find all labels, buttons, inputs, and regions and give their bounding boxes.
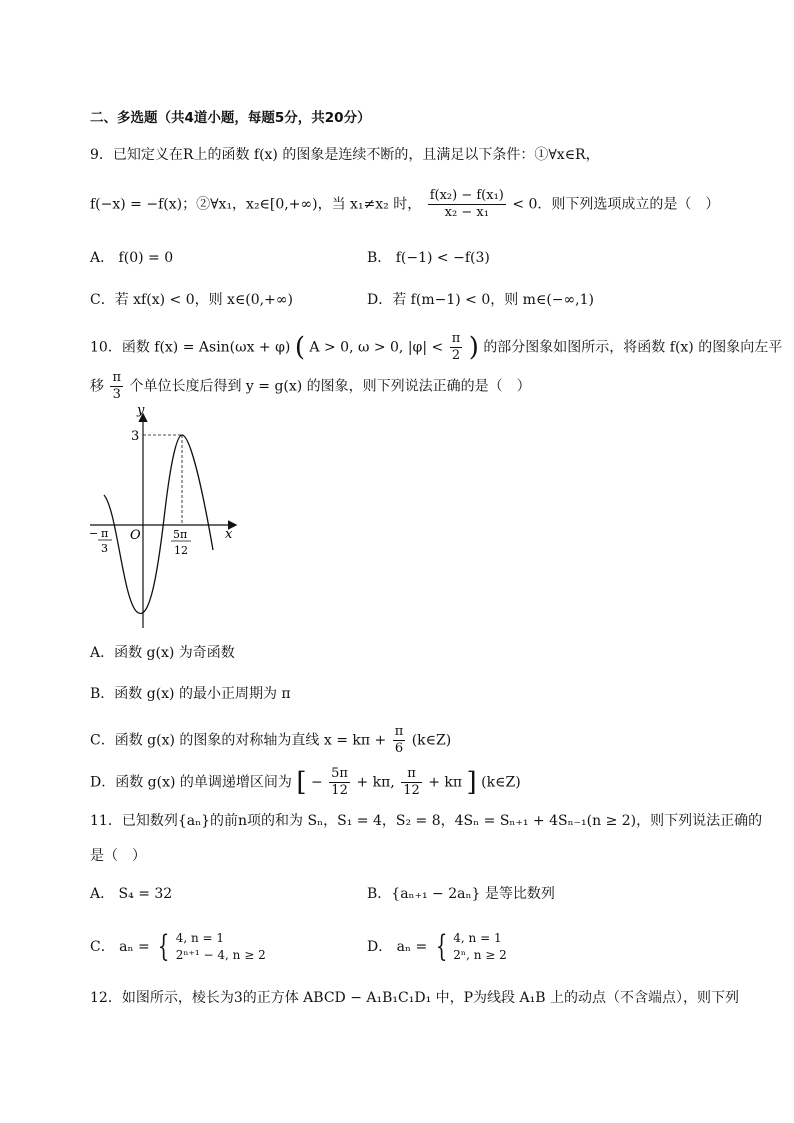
- interval-middle: + kπ,: [356, 774, 395, 791]
- case-2: 2ⁿ⁺¹ − 4, n ≥ 2: [175, 948, 266, 962]
- q10-graph: [85, 400, 245, 630]
- q11-option-b[interactable]: B．{aₙ₊₁ − 2aₙ} 是等比数列: [367, 886, 555, 902]
- fraction-numerator: 5π: [331, 766, 348, 781]
- q10-conditions: A > 0, ω > 0, |φ| <: [309, 339, 444, 356]
- q10-function: 10．函数 f(x) = Asin(ωx + φ): [90, 339, 291, 356]
- right-paren: ): [468, 332, 479, 363]
- q11-option-d-label: D． aₙ =: [367, 939, 428, 955]
- left-tick-denominator: 3: [101, 542, 108, 555]
- q9-option-d[interactable]: D．若 f(m−1) < 0，则 m∈(−∞,1): [367, 292, 594, 308]
- piecewise-cases: [453, 930, 507, 964]
- right-bracket: ]: [466, 767, 477, 798]
- case-1: 4, n = 1: [453, 931, 502, 945]
- q11-option-c-label: C． aₙ =: [90, 939, 150, 955]
- q11-option-d[interactable]: [367, 930, 507, 964]
- q10-shift-tail: 个单位长度后得到 y = g(x) 的图象，则下列说法正确的是（ ）: [129, 378, 531, 395]
- q10-option-c[interactable]: [90, 724, 451, 757]
- fraction-denominator: 6: [394, 741, 404, 756]
- minus-sign: −: [310, 774, 323, 791]
- q9-condition: f(−x) = −f(x)；②∀x₁，x₂∈[0,+∞)，当 x₁≠x₂ 时，: [90, 196, 422, 213]
- fraction-denominator: 3: [112, 387, 121, 402]
- q9-stem-line1: 9．已知定义在R上的函数 f(x) 的图象是连续不断的，且满足以下条件：①∀x∈R，: [90, 147, 600, 163]
- max-value-label: 3: [131, 429, 140, 444]
- q11-stem-line1: 11．已知数列{aₙ}的前n项的和为 Sₙ，S₁ = 4，S₂ = 8，4Sₙ = Sₙ₊₁ + 4Sₙ₋₁(n ≥ 2)，则下列说法正确的: [90, 813, 763, 829]
- pi-over-6-fraction: [393, 724, 406, 757]
- 5pi-over-12-fraction: [329, 766, 350, 799]
- left-brace: {: [435, 929, 447, 964]
- q10-option-d[interactable]: [90, 766, 521, 799]
- sine-curve: [104, 435, 213, 613]
- pi-over-3-fraction: [110, 370, 123, 403]
- q9-fraction-numerator: f(x₂) − f(x₁): [429, 188, 504, 203]
- case-2: 2ⁿ, n ≥ 2: [453, 948, 507, 962]
- pi-over-2-fraction: [450, 331, 463, 364]
- right-tick-denominator: 12: [174, 544, 188, 557]
- case-1: 4, n = 1: [175, 931, 225, 945]
- q10-shift-prefix: 移: [90, 378, 104, 395]
- q9-fraction-denominator: x₂ − x₁: [444, 205, 489, 220]
- q9-option-c[interactable]: C．若 xf(x) < 0，则 x∈(0,+∞): [90, 292, 293, 308]
- q11-stem-line2: 是（ ）: [90, 848, 146, 864]
- left-bracket: [: [296, 767, 307, 798]
- q10-stem-line2: [90, 370, 531, 403]
- origin-label: O: [130, 528, 141, 543]
- q9-option-b[interactable]: B． f(−1) < −f(3): [367, 250, 490, 266]
- section-title: 二、多选题（共4道小题，每题5分，共20分）: [90, 110, 371, 126]
- piecewise-cases: [176, 930, 266, 964]
- right-tick-numerator: 5π: [173, 528, 188, 541]
- interval-end: + kπ: [428, 774, 463, 791]
- fraction-denominator: 12: [403, 783, 420, 798]
- left-paren: (: [294, 332, 305, 363]
- q10-option-d-text: D．函数 g(x) 的单调递增区间为: [90, 774, 292, 791]
- q12-stem-line1: 12．如图所示，棱长为3的正方体 ABCD − A₁B₁C₁D₁ 中，P为线段 A₁B 上的动点（不含端点），则下列: [90, 990, 739, 1006]
- q10-stem-tail: 的部分图象如图所示，将函数 f(x) 的图象向左平: [483, 339, 783, 356]
- q10-option-d-tail: (k∈Z): [481, 774, 521, 791]
- fraction-numerator: π: [112, 370, 121, 385]
- x-axis-label: x: [225, 527, 233, 542]
- fraction-numerator: π: [451, 331, 461, 346]
- fraction-denominator: 2: [451, 348, 461, 363]
- q9-fraction: [428, 188, 506, 221]
- left-brace: {: [158, 929, 170, 964]
- fraction-numerator: π: [394, 724, 404, 739]
- fraction-denominator: 12: [331, 783, 348, 798]
- q11-option-c[interactable]: [90, 930, 266, 964]
- y-axis-label: y: [137, 403, 145, 418]
- left-tick-minus: −: [89, 527, 99, 540]
- q10-stem-line1: [90, 331, 782, 364]
- q9-option-a[interactable]: A． f(0) = 0: [90, 250, 174, 266]
- left-tick-numerator: π: [101, 527, 109, 540]
- q10-option-a[interactable]: A．函数 g(x) 为奇函数: [90, 645, 235, 661]
- q9-stem-line2: [90, 188, 719, 221]
- q10-option-c-text: C．函数 g(x) 的图象的对称轴为直线 x = kπ +: [90, 732, 387, 749]
- fraction-numerator: π: [401, 766, 422, 783]
- q10-option-c-tail: (k∈Z): [411, 732, 452, 749]
- q9-stem-tail: < 0．则下列选项成立的是（ ）: [512, 196, 720, 213]
- q11-option-a[interactable]: A． S₄ = 32: [90, 886, 173, 902]
- pi-over-12-fraction: [401, 766, 422, 799]
- q10-option-b[interactable]: B．函数 g(x) 的最小正周期为 π: [90, 686, 291, 702]
